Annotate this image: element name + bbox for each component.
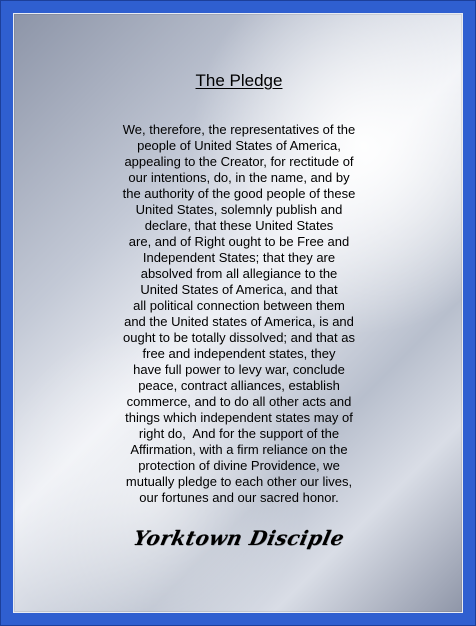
pledge-line: all political connection between them: [133, 298, 345, 313]
pledge-line: peace, contract alliances, establish: [138, 378, 340, 393]
pledge-line: have full power to levy war, conclude: [133, 362, 345, 377]
pledge-line: absolved from all allegiance to the: [140, 266, 338, 281]
pledge-line: commerce, and to do all other acts and: [126, 394, 352, 409]
pledge-line: our fortunes and our sacred honor.: [139, 490, 339, 505]
pledge-line: ought to be totally dissolved; and that as: [123, 330, 355, 345]
pledge-line: people of United States of America,: [137, 138, 341, 153]
pledge-line: our intentions, do, in the name, and by: [128, 170, 350, 185]
pledge-line: declare, that these United States: [144, 218, 334, 233]
pledge-line: We, therefore, the representatives of the: [122, 122, 356, 137]
pledge-line: and the United states of America, is and: [124, 314, 354, 329]
pledge-line: United States, solemnly publish and: [135, 202, 343, 217]
pledge-panel: [13, 13, 463, 613]
pledge-line: Independent States; that they are: [142, 250, 336, 265]
signature: Yorktown Disciple: [131, 526, 347, 550]
pledge-line: are, and of Right ought to be Free and: [128, 234, 350, 249]
pledge-text: [74, 122, 404, 506]
pledge-line: the authority of the good people of these: [122, 186, 356, 201]
pledge-line: right do, And for the support of the: [138, 426, 340, 441]
pledge-line: things which independent states may of: [125, 410, 353, 425]
pledge-line: protection of divine Providence, we: [138, 458, 340, 473]
pledge-line: United States of America, and that: [140, 282, 338, 297]
pledge-line: free and independent states, they: [142, 346, 336, 361]
pledge-line: mutually pledge to each other our lives,: [125, 474, 353, 489]
page-title: The Pledge: [195, 71, 283, 90]
pledge-line: appealing to the Creator, for rectitude of: [124, 154, 354, 169]
pledge-line: Affirmation, with a firm reliance on the: [130, 442, 348, 457]
